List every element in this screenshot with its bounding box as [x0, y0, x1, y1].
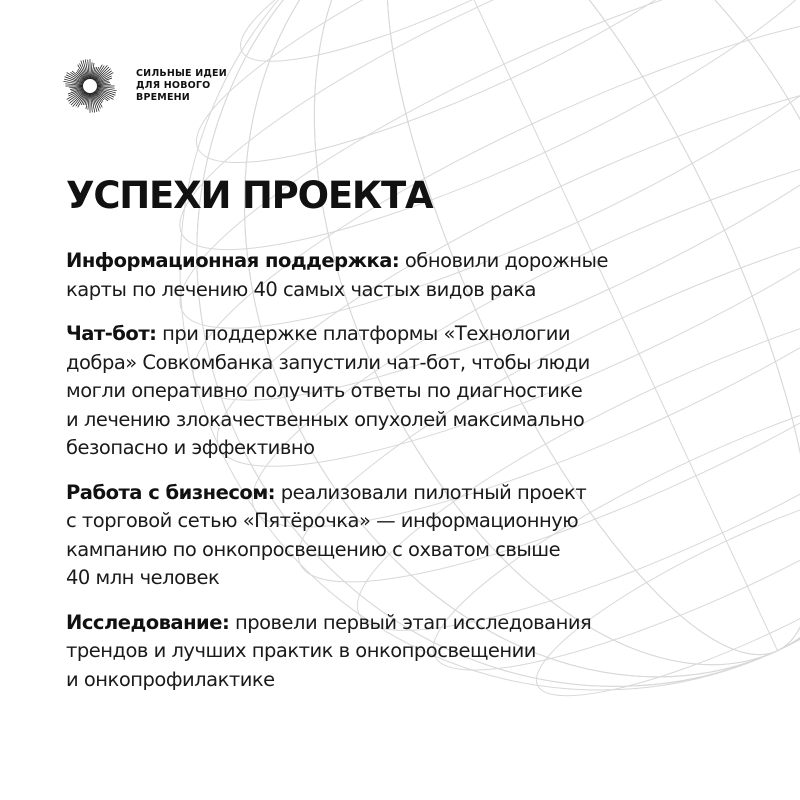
item-text: карты по лечению 40 самых частых видов рака — [66, 277, 536, 301]
item-first-line — [66, 479, 766, 508]
item-text: и лечению злокачественных опухолей максимально — [66, 407, 585, 431]
item-text: 40 млн человек — [66, 566, 220, 589]
item-text: трендов и лучших практик в онкопросвещении — [66, 639, 536, 662]
item-text: при поддержке платформы «Технологии — [156, 322, 571, 345]
page-title: УСПЕХИ ПРОЕКТА — [66, 174, 433, 217]
item-label: Работа с бизнесом: — [66, 480, 276, 504]
logo-line-2: ДЛЯ НОВОГО — [136, 80, 211, 91]
item-text: с торговой сетью «Пятёрочка» — информационную — [66, 509, 579, 532]
globe-parallel — [220, 0, 684, 97]
logo-text — [136, 68, 227, 104]
logo-line-1: СИЛЬНЫЕ ИДЕИ — [136, 68, 227, 79]
item-first-line — [66, 247, 766, 276]
item-text: и онкопрофилактике — [66, 667, 275, 691]
item-label: Исследование: — [66, 610, 230, 634]
achievement-business — [66, 479, 766, 593]
logo — [62, 58, 227, 114]
achievement-chat-bot — [66, 320, 766, 463]
achievement-info-support — [66, 247, 766, 304]
achievement-research — [66, 609, 766, 695]
item-first-line — [66, 320, 766, 349]
item-text: провели первый этап исследования — [229, 610, 592, 634]
item-first-line — [66, 609, 766, 638]
item-label: Чат-бот: — [66, 322, 157, 345]
item-text: кампанию по онкопросвещению с охватом свыше — [66, 537, 561, 561]
item-text: безопасно и эффективно — [66, 436, 315, 459]
item-text: добра» Совкомбанка запустили чат-бот, чтобы люди — [66, 350, 590, 374]
logo-line-3: ВРЕМЕНИ — [136, 92, 190, 103]
achievements-list — [66, 247, 766, 710]
radial-burst-icon — [62, 58, 118, 114]
item-label: Информационная поддержка: — [66, 249, 400, 272]
item-text: могли оперативно получить ответы по диагностике — [66, 379, 583, 402]
item-text: реализовали пилотный проект — [275, 480, 587, 504]
item-text: обновили дорожные — [399, 249, 608, 272]
